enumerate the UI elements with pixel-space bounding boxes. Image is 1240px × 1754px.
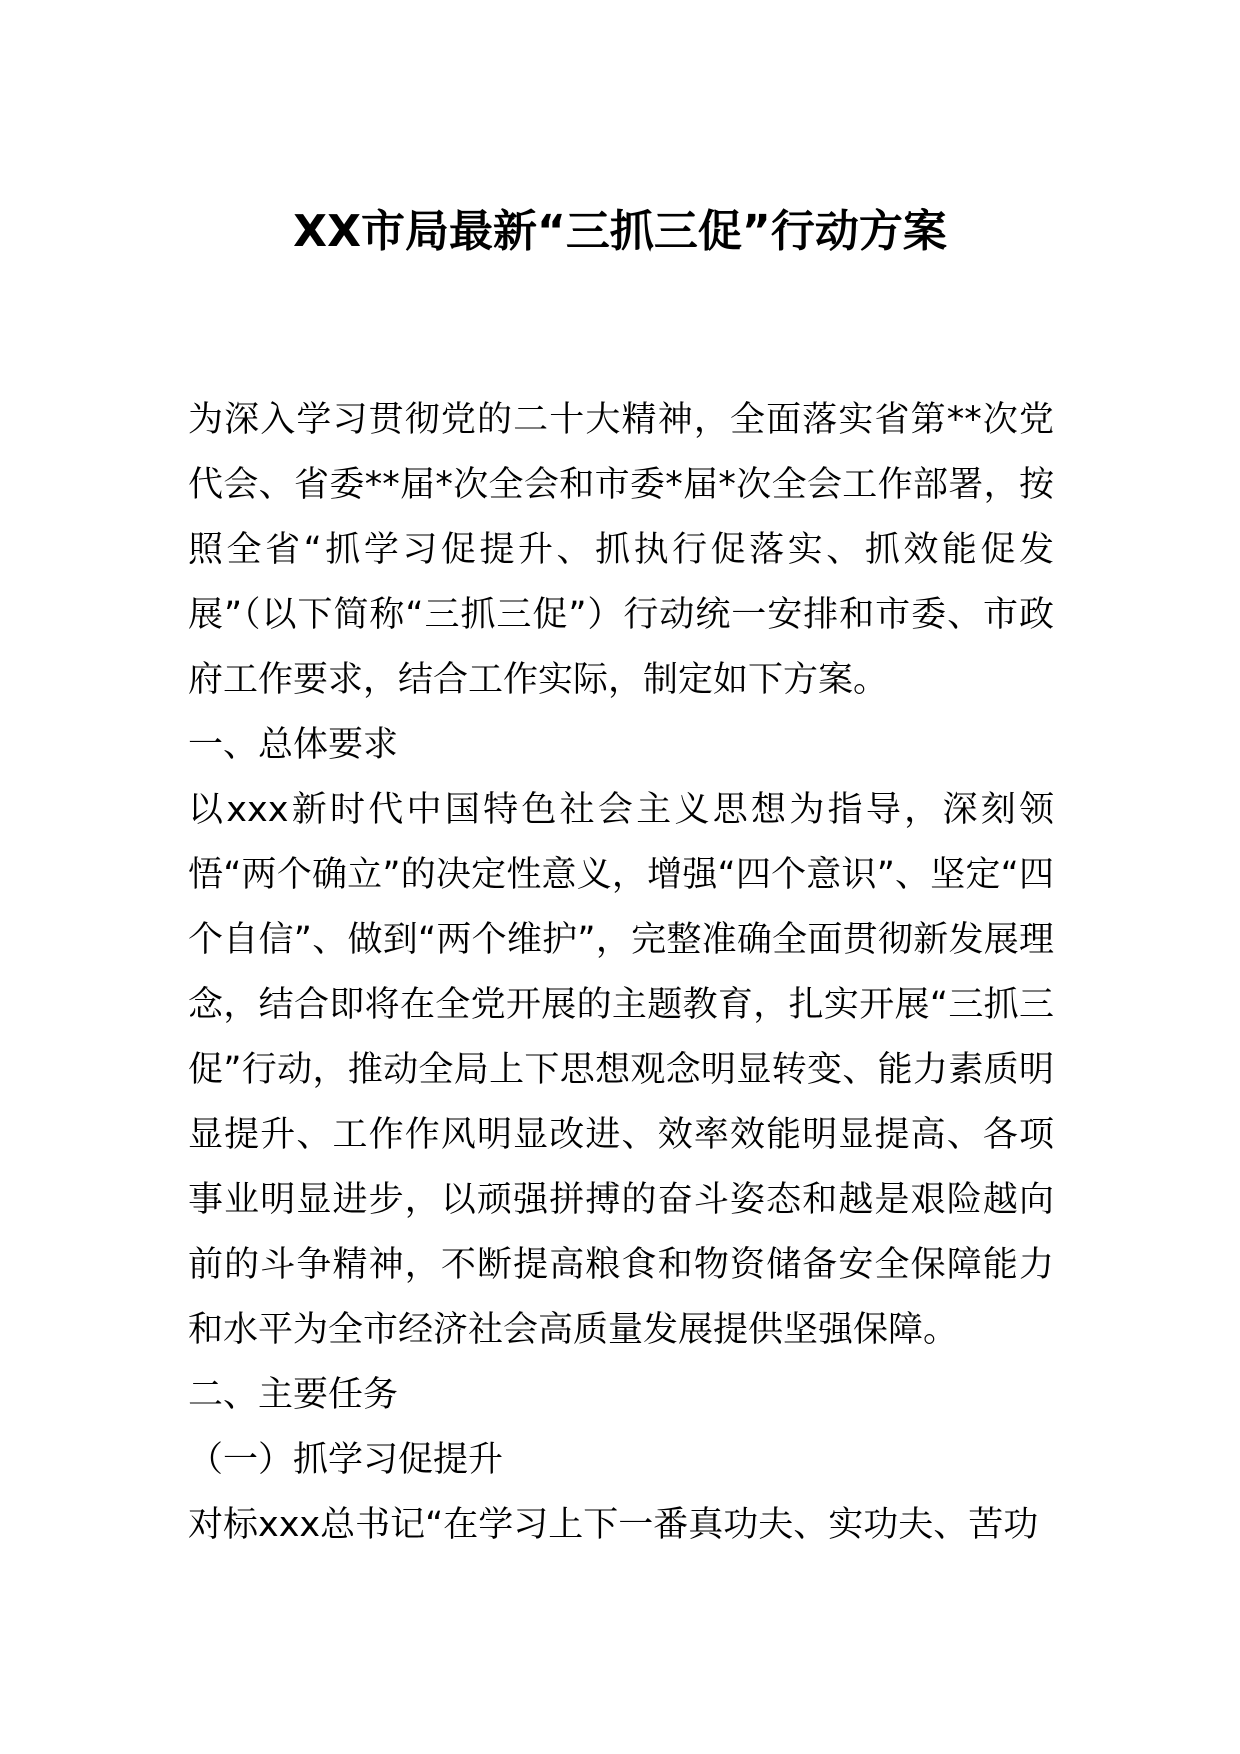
learning-paragraph: 对标xxx总书记“在学习上下一番真功夫、实功夫、苦功	[188, 1505, 1039, 1545]
section-heading-general-requirements: 一、总体要求	[188, 725, 399, 765]
general-requirements-paragraph: 以xxx新时代中国特色社会主义思想为指导，深刻领悟“两个确立”的决定性意义，增强“四个意识”、坚定“四个自信”、做到“两个维护”，完整准确全面贯彻新发展理念，结合即将在全党开展的主题教育，扎实开展“三抓三促”行动，推动全局上下思想观念明显转变、能力素质明显提升、工作作风明显改进、效率效能明显提高、各项事业明显进步，以顽强拼搏的奋斗姿态和越是艰险越向前的斗争精神，不断提高粮食和物资储备安全保障能力和水平为全市经济社会高质量发展提供坚强保障。	[188, 790, 1054, 1350]
section-heading-main-tasks: 二、主要任务	[188, 1375, 399, 1415]
intro-paragraph: 为深入学习贯彻党的二十大精神，全面落实省第**次党代会、省委**届*次全会和市委*届*次全会工作部署，按照全省“抓学习促提升、抓执行促落实、抓效能促发展”（以下简称“三抓三促”）行动统一安排和市委、市政府工作要求，结合工作实际，制定如下方案。	[188, 400, 1054, 700]
document-body	[188, 388, 1054, 1558]
document-title: XX市局最新“三抓三促”行动方案	[293, 206, 947, 257]
subsection-heading-learning: （一）抓学习促提升	[188, 1440, 504, 1480]
